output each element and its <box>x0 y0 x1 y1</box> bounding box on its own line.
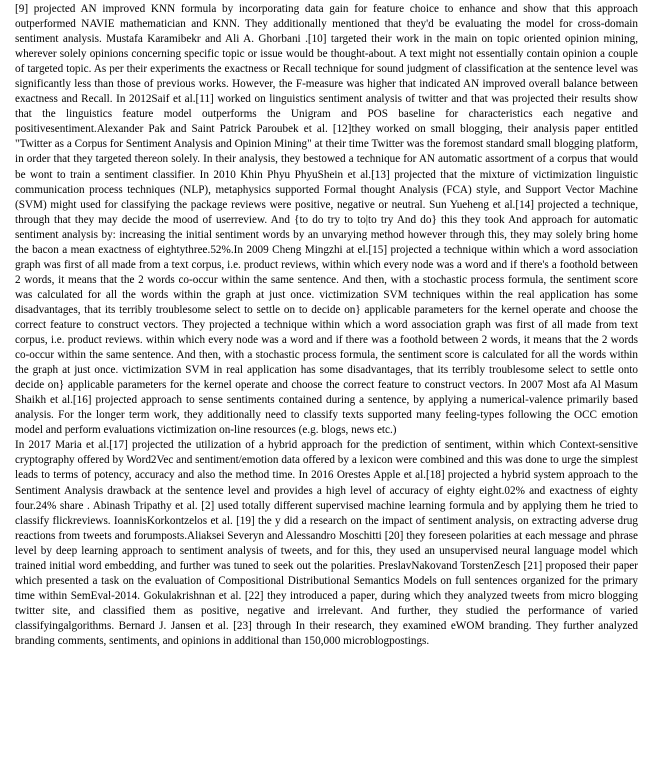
related-work-paragraph-2: In 2017 Maria et al.[17] projected the utilization of a hybrid approach for the prediction of sentiment, within which Context-sensitive cryptography offered by Word2Vec and sentiment/emotion data offered by a lexicon were combined and this was done to urge the simplest leads to terms of potency, accuracy and also the method time. In 2016 Orestes Apple et al.[18] projected a hybrid system approach to the Sentiment Analysis drawback at the sentence level and provides a high level of accuracy of eighty eight.02% and exactness of eighty four.24% share . Abinash Tripathy et al. [2] used totally different supervised machine learning formula and by applying them he tried to classify flickreviews. IoannisKorkontzelos et al. [19] the y did a research on the impact of sentiment analysis, on extracting adverse drug reactions from tweets and forumposts.Aliaksei Severyn and Alessandro Moschitti [20] they foreseen polarities at each message and phrase level by deep learning approach to sentiment analysis of tweets, and for this, they used an unsupervised neural language model which trained initial word embedding, and further was tuned to seek out the polarities. PreslavNakovand TorstenZesch [21] proposed their paper which presented a task on the evaluation of Compositional Distributional Semantics Models on full sentences organized for the primary time within SemEval-2014. Gokulakrishnan et al. [22] they introduced a paper, during which they analyzed tweets from micro blogging twitter site, and classified them as positive, negative and irrelevant. And further, they studied the performance of varied classifyingalgorithms. Bernard J. Jansen et al. [23] through In their research, they examined eWOM branding. They further analyzed branding comments, sentiments, and opinions in additional than 150,000 microblogpostings. <box>15 439 638 647</box>
related-work-paragraph-1: [9] projected AN improved KNN formula by incorporating data gain for feature choice to enhance and show that this approach outperformed NAVIE mathematician and KNN. They additionally mentioned that they'd be evaluating the model for cross-domain sentiment analysis. Mustafa Karamibekr and Ali A. Ghorbani .[10] targeted their work in the main on topic oriented opinion mining, wherever solely opinions concerning specific topic or issue would be thought-about. A text might not essentially contain opinion a couple of targeted topic. As per their experiments the exactness or Recall technique for sound judgment of classification at the sentence level was significantly less than those of previous works. However, the F-measure was higher that indicated AN improved overall balance between exactness and Recall. In 2012Saif et al.[11] worked on linguistics sentiment analysis of twitter and that was projected their results show that the linguistics feature model outperforms the Unigram and POS baseline for characteristics each negative and positivesentiment.Alexander Pak and Saint Patrick Paroubek et al. [12]they worked on small blogging, their analysis paper entitled "Twitter as a Corpus for Sentiment Analysis and Opinion Mining" at their time Twitter was the foremost standard small blogging platform, in order that they targeted thereon solely. In their analysis, they bestowed a technique for AN automatic assortment of a corpus that would be wont to train a sentiment classifier. In 2010 Khin Phyu PhyuShein et al.[13] projected that the mixture of victimization linguistic communication process techniques (NLP), metaphysics supported Formal thought Analysis (FCA) style, and Support Vector Machine (SVM) might used for classifying the package reviews were positive, negative or neutral. Sun Yueheng et al.[14] projected a technique, through that they may decide the mood of userreview. And {to do try to to|to try And do} this they took And approach for automatic sentiment analysis by: increasing the initial sentiment words by an unvarying method however through this, they may solely bring home the bacon a mean exactness of eightythree.52%.In 2009 Cheng Mingzhi at el.[15] projected a technique within which a word association graph was first of all made from a text corpus, i.e. product reviews, within which every node was a word and if there's a foothold between 2 words, it means that the 2 words co-occur within the same sentence. And then, with a stochastic process formula, the sentiment score was calculated for all the words within the graph at just once. victimization SVM techniques within the real application has some disadvantages, that its terribly troublesome select to settle on to decide on} applicable parameters for the kernel operate and choose the correct feature to construct vectors. They projected a technique within which a word association graph was first of all made from text corpus, i.e. product reviews. within which every node was a word and if there was a foothold between 2 words, it means that the 2 words co-occur within the same sentence. And then, with a stochastic process formula, the sentiment score is calculated for all the words within the graph at just once. victimization SVM in real application has some disadvantages, that its terribly troublesome select to settle onto decide on} applicable parameters for the kernel operate and choose the correct feature to construct vectors. In 2007 Most afa Al Masum Shaikh et al.[16] projected approach to sense sentiments contained during a sentence, by applying a numerical-valence primarily based analysis. For the longer term work, they additionally need to classify texts supported many feeling-types following the OCC emotion model and perform evaluations victimization on-line resources (e.g. blogs, news etc.) <box>15 3 638 437</box>
